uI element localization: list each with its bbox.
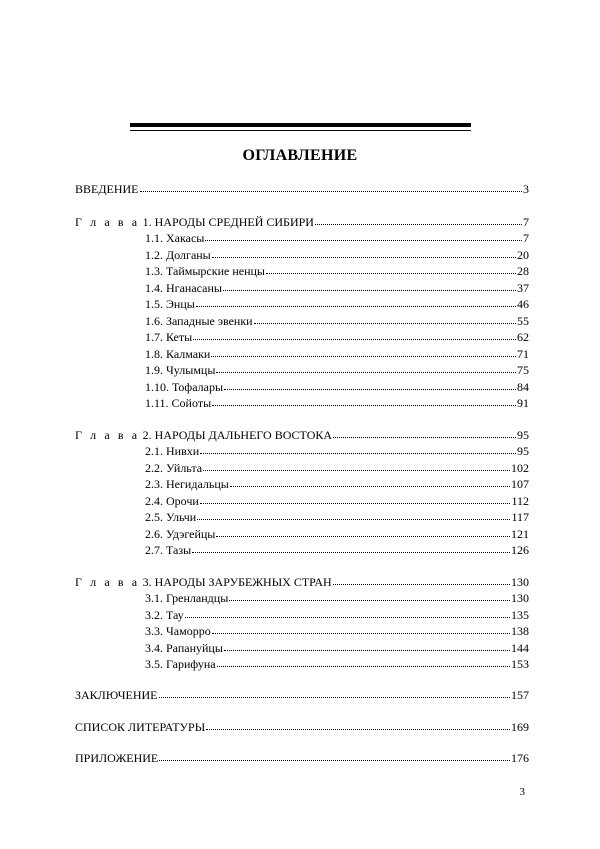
leader-dots bbox=[224, 638, 510, 651]
toc-section bbox=[145, 361, 529, 377]
page-title: ОГЛАВЛЕНИЕ bbox=[242, 147, 358, 164]
toc-entry-page: 84 bbox=[517, 379, 529, 394]
toc-entry-page: 7 bbox=[523, 215, 529, 229]
toc-section bbox=[145, 262, 529, 278]
toc-entry-label: 1.3. Таймырские ненцы bbox=[145, 264, 265, 278]
toc-entry-page: 3 bbox=[523, 182, 529, 196]
leader-dots bbox=[185, 605, 510, 618]
toc-chapter-1 bbox=[75, 213, 529, 229]
toc-section bbox=[145, 459, 529, 475]
toc-entry-label: 3.4. Рапануйцы bbox=[145, 640, 223, 655]
chapter-title: 3. НАРОДЫ ЗАРУБЕЖНЫХ СТРАН bbox=[142, 575, 332, 589]
toc-entry-page: 71 bbox=[517, 346, 529, 361]
leader-dots bbox=[193, 327, 516, 340]
leader-dots bbox=[159, 748, 510, 761]
toc-entry-label: 1.11. Сойоты bbox=[145, 396, 212, 410]
toc-entry-label: 3.2. Тау bbox=[145, 607, 184, 622]
leader-dots bbox=[206, 717, 510, 730]
leader-dots bbox=[197, 507, 510, 520]
toc-section bbox=[145, 655, 529, 671]
leader-dots bbox=[216, 524, 510, 537]
chapter-prefix: Г л а в а bbox=[75, 575, 140, 589]
leader-dots bbox=[315, 212, 522, 225]
leader-dots bbox=[212, 393, 516, 406]
toc-entry-label: 1.10. Тофалары bbox=[145, 379, 224, 394]
toc-entry-page: 95 bbox=[517, 444, 529, 458]
leader-dots bbox=[200, 441, 516, 454]
leader-dots bbox=[224, 377, 516, 390]
toc-entry-page: 169 bbox=[511, 720, 529, 734]
leader-dots bbox=[212, 621, 510, 634]
toc-entry-page: 95 bbox=[517, 428, 529, 442]
toc-section bbox=[145, 606, 529, 622]
toc-entry-page: 121 bbox=[511, 526, 529, 541]
toc-entry-label: 1.1. Хакасы bbox=[145, 231, 205, 245]
toc-section bbox=[145, 295, 529, 311]
toc-section bbox=[145, 394, 529, 410]
toc-entry-label: 2.4. Орочи bbox=[145, 493, 199, 508]
toc-entry-page: 7 bbox=[523, 231, 529, 245]
leader-dots bbox=[212, 245, 516, 258]
toc-section bbox=[145, 328, 529, 344]
leader-dots bbox=[333, 425, 516, 438]
leader-dots bbox=[200, 491, 511, 504]
leader-dots bbox=[266, 261, 516, 274]
toc-entry-label: ВВЕДЕНИЕ bbox=[75, 182, 139, 196]
toc-entry-label: 3.1. Гренландцы bbox=[145, 591, 229, 605]
toc-entry-page: 126 bbox=[511, 543, 529, 557]
toc-entry-label: 2.7. Тазы bbox=[145, 543, 192, 557]
toc-entry-page: 62 bbox=[517, 330, 529, 344]
leader-dots bbox=[159, 685, 511, 698]
toc-section bbox=[145, 475, 529, 491]
toc-entry-page: 117 bbox=[511, 510, 529, 524]
toc-entry-conclusion bbox=[75, 686, 529, 702]
toc-section bbox=[145, 525, 529, 541]
chapter-prefix: Г л а в а bbox=[75, 428, 140, 442]
toc-entry-label: 1.5. Энцы bbox=[145, 297, 195, 311]
header-rule-thin bbox=[130, 130, 471, 131]
toc-entry-label: 1.8. Калмаки bbox=[145, 346, 211, 361]
toc-entry-label: 3.5. Гарифуна bbox=[145, 657, 216, 671]
toc-entry-label: 1.9. Чулымцы bbox=[145, 363, 216, 377]
toc-section bbox=[145, 312, 529, 328]
toc-entry-page: 176 bbox=[511, 751, 529, 765]
toc-entry-intro bbox=[75, 180, 529, 196]
leader-dots bbox=[196, 294, 516, 307]
toc-entry-page: 144 bbox=[511, 640, 529, 655]
toc-entry-label: ЗАКЛЮЧЕНИЕ bbox=[75, 688, 158, 702]
toc-entry-references bbox=[75, 718, 529, 734]
toc-entry-page: 75 bbox=[517, 363, 529, 377]
leader-dots bbox=[192, 540, 510, 553]
toc-section bbox=[145, 378, 529, 394]
chapter-prefix: Г л а в а bbox=[75, 215, 140, 229]
toc-section bbox=[145, 229, 529, 245]
header-rule-thick bbox=[130, 123, 471, 127]
leader-dots bbox=[203, 458, 510, 471]
toc-section bbox=[145, 541, 529, 557]
toc-entry-page: 107 bbox=[511, 477, 529, 491]
leader-dots bbox=[140, 179, 522, 192]
leader-dots bbox=[223, 278, 516, 291]
toc-entry-page: 130 bbox=[511, 591, 529, 605]
toc-chapter-2 bbox=[75, 426, 529, 442]
toc-entry-label: 2.1. Нивхи bbox=[145, 444, 200, 458]
toc-entry-label: 1.7. Кеты bbox=[145, 330, 193, 344]
leader-dots bbox=[333, 572, 510, 585]
leader-dots bbox=[217, 654, 510, 667]
toc-section bbox=[145, 622, 529, 638]
toc-section bbox=[145, 279, 529, 295]
toc-entry-label: 2.6. Удэгейцы bbox=[145, 526, 216, 541]
toc-section bbox=[145, 639, 529, 655]
toc-entry-appendix bbox=[75, 749, 529, 765]
leader-dots bbox=[205, 228, 522, 241]
toc-entry-page: 46 bbox=[517, 297, 529, 311]
toc-section bbox=[145, 442, 529, 458]
toc-entry-page: 112 bbox=[511, 493, 529, 508]
toc-entry-page: 37 bbox=[517, 280, 529, 295]
leader-dots bbox=[230, 474, 510, 487]
toc-entry-page: 20 bbox=[517, 247, 529, 262]
toc-entry-page: 157 bbox=[511, 688, 529, 702]
leader-dots bbox=[254, 311, 516, 324]
toc-entry-page: 28 bbox=[517, 264, 529, 278]
toc-entry-label: 2.2. Уйльта bbox=[145, 460, 203, 475]
toc-entry-label: 1.6. Западные эвенки bbox=[145, 313, 253, 328]
leader-dots bbox=[216, 360, 516, 373]
toc-entry-label: 3.3. Чаморро bbox=[145, 624, 211, 638]
toc-section bbox=[145, 589, 529, 605]
toc-entry-label: 1.4. Нганасаны bbox=[145, 280, 222, 295]
page-number: 3 bbox=[519, 786, 525, 798]
chapter-title: 2. НАРОДЫ ДАЛЬНЕГО ВОСТОКА bbox=[142, 428, 333, 442]
toc-entry-label: ПРИЛОЖЕНИЕ bbox=[75, 751, 159, 765]
toc-section bbox=[145, 345, 529, 361]
chapter-title: 1. НАРОДЫ СРЕДНЕЙ СИБИРИ bbox=[142, 215, 314, 229]
toc-entry-page: 153 bbox=[511, 657, 529, 671]
toc-entry-page: 55 bbox=[517, 313, 529, 328]
toc-entry-page: 138 bbox=[511, 624, 529, 638]
toc-entry-page: 130 bbox=[511, 575, 529, 589]
toc-entry-label: 2.3. Негидальцы bbox=[145, 477, 229, 491]
toc-chapter-3 bbox=[75, 573, 529, 589]
toc-entry-page: 135 bbox=[511, 607, 529, 622]
toc-section bbox=[145, 492, 529, 508]
toc-section bbox=[145, 508, 529, 524]
toc-entry-page: 91 bbox=[517, 396, 529, 410]
toc-entry-label: 2.5. Ульчи bbox=[145, 510, 197, 524]
toc-section bbox=[145, 246, 529, 262]
leader-dots bbox=[211, 344, 516, 357]
toc-entry-label: СПИСОК ЛИТЕРАТУРЫ bbox=[75, 720, 206, 734]
toc-entry-page: 102 bbox=[511, 460, 529, 475]
toc-entry-label: 1.2. Долганы bbox=[145, 247, 211, 262]
leader-dots bbox=[229, 588, 510, 601]
